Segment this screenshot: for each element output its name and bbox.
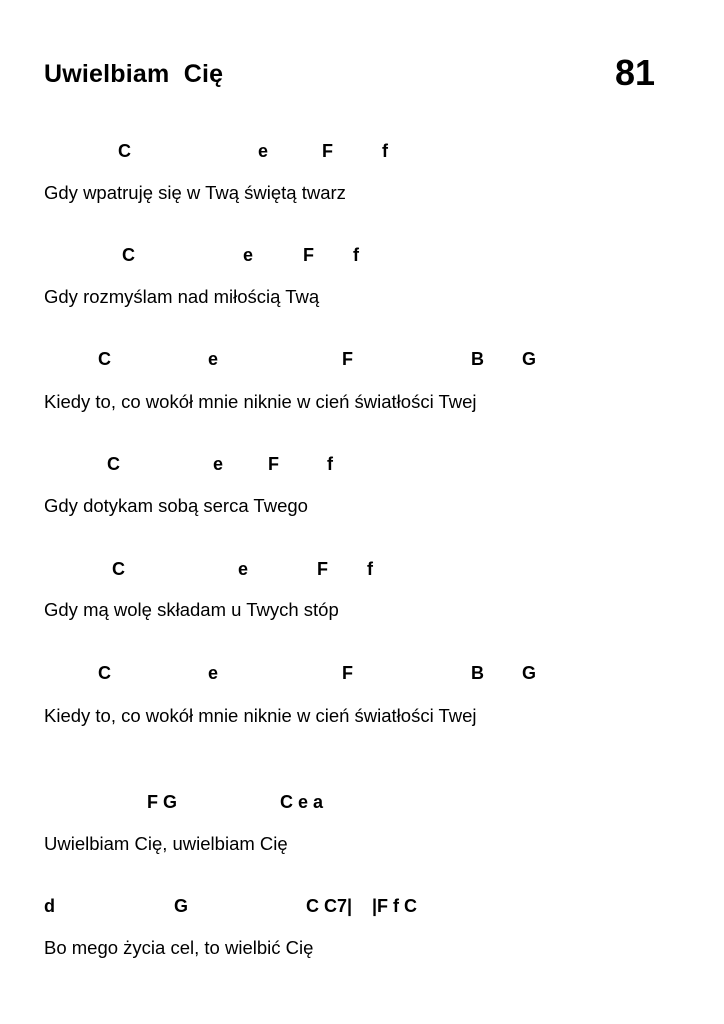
lyric-line: Gdy rozmyślam nad miłością Twą — [44, 286, 320, 307]
chord: d — [44, 896, 55, 916]
chord: G — [522, 663, 537, 683]
chord: C — [107, 454, 120, 474]
chord: F G — [147, 792, 177, 812]
chord: |F f C — [372, 896, 418, 916]
chord: C C7| — [306, 896, 353, 916]
chord: F — [342, 349, 353, 369]
chord: e — [208, 349, 219, 369]
chord-line — [0, 663, 724, 687]
lyric-line: Gdy wpatruję się w Twą świętą twarz — [44, 182, 346, 203]
chord-line — [0, 349, 724, 373]
song-number: 81 — [614, 52, 655, 93]
lyric-line: Bo mego życia cel, to wielbić Cię — [44, 937, 314, 958]
chord: G — [174, 896, 189, 916]
chord: C — [112, 559, 125, 579]
chord: C — [98, 663, 111, 683]
chord: F — [342, 663, 353, 683]
chord: F — [317, 559, 328, 579]
chord-line — [0, 454, 724, 478]
lyric-line: Kiedy to, co wokół mnie niknie w cień światłości Twej — [44, 391, 477, 412]
chord: F — [303, 245, 314, 265]
lyric-line: Uwielbiam Cię, uwielbiam Cię — [44, 833, 288, 854]
chord: C — [118, 141, 131, 161]
chord: f — [382, 141, 388, 161]
chord: C e a — [280, 792, 324, 812]
chord: B — [471, 349, 484, 369]
lyric-line: Kiedy to, co wokół mnie niknie w cień światłości Twej — [44, 705, 477, 726]
chord: C — [122, 245, 135, 265]
chord: e — [258, 141, 269, 161]
chord: F — [268, 454, 279, 474]
chord: f — [367, 559, 373, 579]
chord: f — [327, 454, 333, 474]
chord-line — [0, 141, 724, 165]
chord: G — [522, 349, 537, 369]
chord: e — [213, 454, 224, 474]
chord: F — [322, 141, 333, 161]
lyric-line: Gdy dotykam sobą serca Twego — [44, 495, 308, 516]
chord: B — [471, 663, 484, 683]
chord: f — [353, 245, 359, 265]
chord-line — [0, 896, 724, 920]
chord: e — [243, 245, 254, 265]
chord-line — [0, 792, 724, 816]
chord: C — [98, 349, 111, 369]
chord-line — [0, 245, 724, 269]
chord: e — [208, 663, 219, 683]
chord: e — [238, 559, 249, 579]
lyric-line: Gdy mą wolę składam u Twych stóp — [44, 599, 339, 620]
song-title: Uwielbiam Cię — [44, 60, 224, 88]
chord-line — [0, 559, 724, 583]
